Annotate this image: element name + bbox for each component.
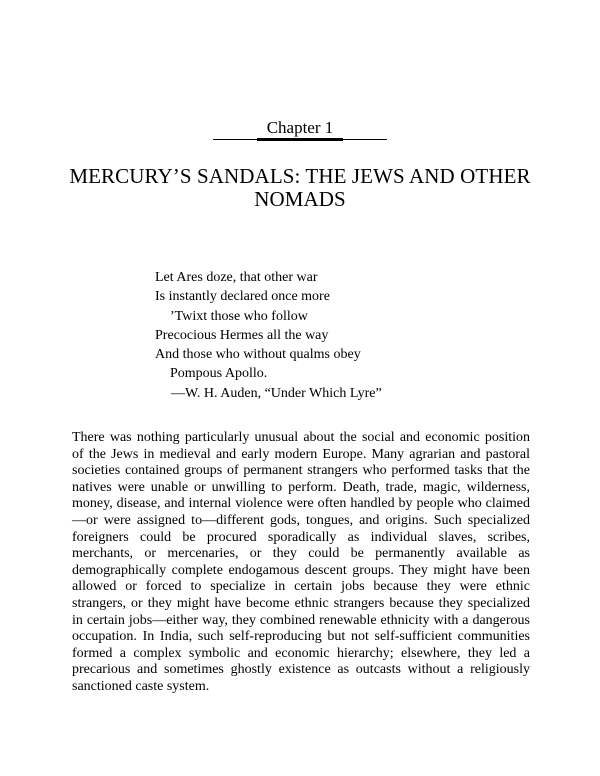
chapter-rule-accent [257,138,343,141]
body-line: demographically complete endogamous descent groups. They might have been [72,562,530,578]
body-paragraph [72,430,530,696]
body-line: societies contained groups of permanent strangers who performed tasks that the [72,463,530,479]
body-line: formed a complex symbolic and economic hierarchy; elsewhere, they led a [72,645,530,661]
body-line: of the Jews in medieval and early modern Europe. Many agrarian and pastoral [72,446,530,462]
body-line: strangers, or they might have become ethnic strangers because they specialized [72,595,530,611]
epigraph-line: Let Ares doze, that other war [155,270,318,285]
chapter-title-line: NOMADS [254,187,346,211]
body-line: occupation. In India, such self-reproducing but not self-sufficient communities [72,629,530,645]
chapter-label: Chapter 1 [266,118,334,137]
epigraph [155,268,485,403]
epigraph-attribution: —W. H. Auden, “Under Which Lyre” [171,385,382,401]
epigraph-line: And those who without qualms obey [155,347,361,363]
body-line: natives were unable or unwilling to perform. Death, trade, magic, wilderness, [72,479,530,495]
body-line: precarious and sometimes ghostly existence as outcasts without a religiously [72,662,530,678]
epigraph-line: ’Twixt those who follow [170,308,308,324]
epigraph-line: Pompous Apollo. [170,366,268,382]
body-line: in certain jobs—either way, they combined renewable ethnicity with a dangerous [72,612,530,628]
chapter-title-line: MERCURY’S SANDALS: THE JEWS AND OTHER [69,164,531,188]
epigraph-line: Precocious Hermes all the way [155,327,329,343]
body-line: There was nothing particularly unusual about the social and economic position [72,430,530,445]
body-line: —or were assigned to—different gods, tongues, and origins. Such specialized [72,512,530,528]
body-line: sanctioned caste system. [72,678,210,694]
epigraph-line: Is instantly declared once more [155,289,330,305]
body-line: foreigners could be procured sporadically as individual slaves, scribes, [72,529,530,545]
chapter-title [40,165,560,211]
body-line: money, disease, and internal violence were often handled by people who claimed [72,496,530,512]
body-line: merchants, or mercenaries, or they could be permanently available as [72,546,530,562]
body-line: allowed or forced to specialize in certain jobs because they were ethnic [72,579,530,595]
